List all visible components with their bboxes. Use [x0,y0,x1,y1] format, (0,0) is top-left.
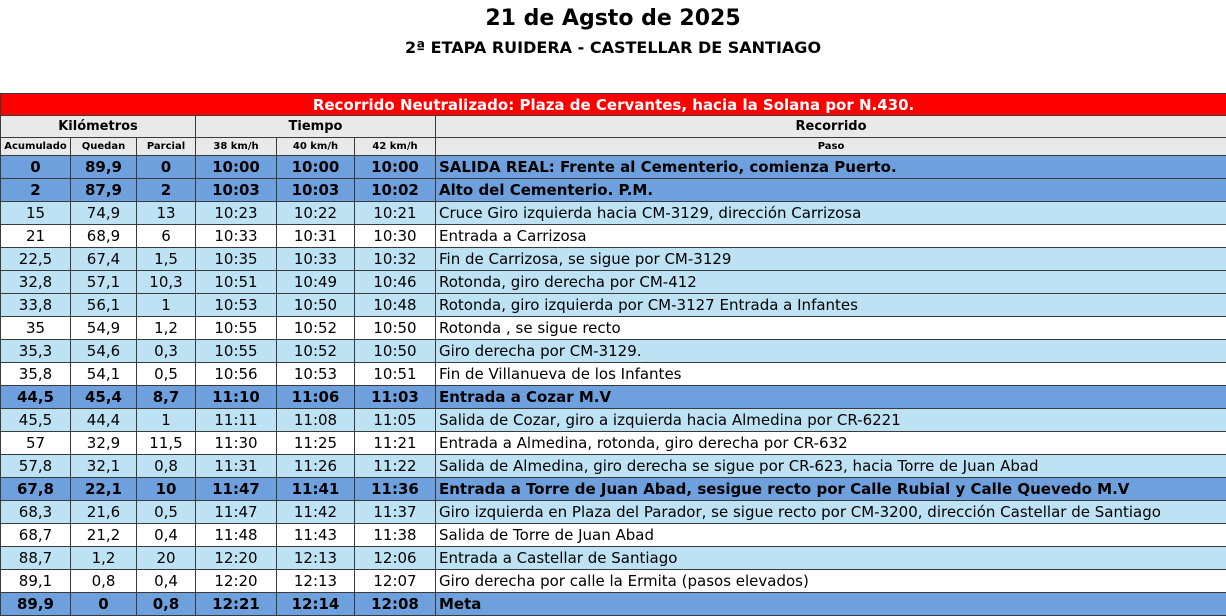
cell-parcial: 2 [137,179,196,202]
header-recorrido: Recorrido [436,116,1226,138]
subheader-parcial: Parcial [137,138,196,156]
cell-time-42: 11:38 [355,524,436,547]
cell-acumulado: 15 [1,202,71,225]
sub-header-row [1,138,1226,156]
cell-quedan: 1,2 [71,547,137,570]
cell-time-40: 11:43 [277,524,355,547]
cell-parcial: 10,3 [137,271,196,294]
cell-quedan: 89,9 [71,156,137,179]
cell-acumulado: 35 [1,317,71,340]
subheader-42kmh: 42 km/h [355,138,436,156]
cell-quedan: 87,9 [71,179,137,202]
cell-time-40: 12:13 [277,547,355,570]
cell-time-42: 10:50 [355,317,436,340]
table-row [1,478,1226,501]
cell-time-40: 11:06 [277,386,355,409]
cell-time-42: 10:46 [355,271,436,294]
cell-quedan: 32,1 [71,455,137,478]
cell-paso: Salida de Cozar, giro a izquierda hacia Almedina por CR-6221 [436,409,1226,432]
cell-parcial: 0,8 [137,593,196,616]
cell-paso: Salida de Almedina, giro derecha se sigue por CR-623, hacia Torre de Juan Abad [436,455,1226,478]
cell-acumulado: 33,8 [1,294,71,317]
neutralized-banner-row [1,94,1226,116]
cell-time-38: 12:20 [196,570,277,593]
cell-acumulado: 57 [1,432,71,455]
cell-quedan: 0,8 [71,570,137,593]
subheader-paso: Paso [436,138,1226,156]
cell-time-40: 10:53 [277,363,355,386]
cell-time-40: 11:08 [277,409,355,432]
cell-parcial: 13 [137,202,196,225]
cell-time-40: 10:52 [277,340,355,363]
cell-time-42: 11:21 [355,432,436,455]
cell-time-38: 11:47 [196,478,277,501]
cell-parcial: 0,3 [137,340,196,363]
cell-acumulado: 35,3 [1,340,71,363]
cell-time-40: 10:00 [277,156,355,179]
cell-time-42: 11:05 [355,409,436,432]
cell-acumulado: 67,8 [1,478,71,501]
cell-parcial: 1,5 [137,248,196,271]
cell-time-38: 10:33 [196,225,277,248]
cell-time-38: 10:03 [196,179,277,202]
page-title: 21 de Agsto de 2025 [0,5,1226,33]
cell-time-40: 11:25 [277,432,355,455]
cell-time-42: 10:48 [355,294,436,317]
cell-parcial: 0,5 [137,501,196,524]
table-row [1,386,1226,409]
cell-time-40: 10:52 [277,317,355,340]
table-row [1,340,1226,363]
cell-time-42: 10:00 [355,156,436,179]
cell-parcial: 1 [137,294,196,317]
cell-acumulado: 57,8 [1,455,71,478]
cell-quedan: 54,6 [71,340,137,363]
cell-acumulado: 68,7 [1,524,71,547]
cell-acumulado: 32,8 [1,271,71,294]
cell-time-42: 11:22 [355,455,436,478]
cell-acumulado: 2 [1,179,71,202]
header-kilometros: Kilómetros [1,116,196,138]
cell-acumulado: 35,8 [1,363,71,386]
cell-parcial: 11,5 [137,432,196,455]
cell-parcial: 10 [137,478,196,501]
cell-time-38: 12:20 [196,547,277,570]
cell-time-42: 11:03 [355,386,436,409]
cell-parcial: 0,8 [137,455,196,478]
cell-time-40: 10:50 [277,294,355,317]
table-row [1,432,1226,455]
cell-acumulado: 89,9 [1,593,71,616]
table-row [1,317,1226,340]
table-row [1,271,1226,294]
cell-quedan: 68,9 [71,225,137,248]
cell-time-40: 10:22 [277,202,355,225]
cell-parcial: 1 [137,409,196,432]
table-row [1,593,1226,616]
cell-parcial: 20 [137,547,196,570]
cell-time-42: 12:08 [355,593,436,616]
cell-quedan: 0 [71,593,137,616]
cell-time-40: 11:26 [277,455,355,478]
cell-acumulado: 44,5 [1,386,71,409]
table-row [1,501,1226,524]
cell-time-40: 11:42 [277,501,355,524]
cell-quedan: 56,1 [71,294,137,317]
cell-paso: Entrada a Carrizosa [436,225,1226,248]
cell-acumulado: 22,5 [1,248,71,271]
cell-paso: Cruce Giro izquierda hacia CM-3129, dirección Carrizosa [436,202,1226,225]
neutralized-banner: Recorrido Neutralizado: Plaza de Cervantes, hacia la Solana por N.430. [1,94,1226,116]
cell-parcial: 0,4 [137,524,196,547]
table-row [1,202,1226,225]
cell-paso: Rotonda, giro derecha por CM-412 [436,271,1226,294]
cell-quedan: 21,2 [71,524,137,547]
cell-time-42: 10:50 [355,340,436,363]
cell-paso: Giro izquierda en Plaza del Parador, se sigue recto por CM-3200, dirección Castellar de Santiago [436,501,1226,524]
cell-paso: Fin de Villanueva de los Infantes [436,363,1226,386]
cell-time-42: 10:32 [355,248,436,271]
cell-time-42: 11:37 [355,501,436,524]
cell-time-42: 10:30 [355,225,436,248]
cell-paso: Giro derecha por calle la Ermita (pasos elevados) [436,570,1226,593]
cell-time-38: 11:47 [196,501,277,524]
subheader-acumulado: Acumulado [1,138,71,156]
cell-paso: SALIDA REAL: Frente al Cementerio, comienza Puerto. [436,156,1226,179]
cell-quedan: 67,4 [71,248,137,271]
table-row [1,225,1226,248]
cell-quedan: 54,1 [71,363,137,386]
table-row [1,156,1226,179]
cell-acumulado: 68,3 [1,501,71,524]
subheader-38kmh: 38 km/h [196,138,277,156]
cell-time-42: 12:06 [355,547,436,570]
cell-time-42: 12:07 [355,570,436,593]
cell-quedan: 44,4 [71,409,137,432]
table-row [1,248,1226,271]
cell-time-42: 11:36 [355,478,436,501]
cell-time-42: 10:21 [355,202,436,225]
cell-acumulado: 21 [1,225,71,248]
cell-quedan: 57,1 [71,271,137,294]
cell-time-38: 10:55 [196,317,277,340]
cell-time-38: 11:30 [196,432,277,455]
cell-time-38: 10:23 [196,202,277,225]
cell-quedan: 21,6 [71,501,137,524]
group-header-row [1,116,1226,138]
cell-time-38: 10:51 [196,271,277,294]
cell-acumulado: 0 [1,156,71,179]
cell-acumulado: 89,1 [1,570,71,593]
cell-parcial: 0 [137,156,196,179]
cell-time-38: 10:00 [196,156,277,179]
subheader-quedan: Quedan [71,138,137,156]
table-row [1,409,1226,432]
cell-time-40: 12:14 [277,593,355,616]
cell-paso: Entrada a Castellar de Santiago [436,547,1226,570]
table-row [1,524,1226,547]
cell-quedan: 54,9 [71,317,137,340]
cell-time-40: 10:31 [277,225,355,248]
cell-time-38: 11:48 [196,524,277,547]
cell-paso: Meta [436,593,1226,616]
cell-time-38: 12:21 [196,593,277,616]
cell-time-40: 10:49 [277,271,355,294]
cell-time-40: 10:33 [277,248,355,271]
cell-paso: Entrada a Almedina, rotonda, giro derecha por CR-632 [436,432,1226,455]
cell-parcial: 8,7 [137,386,196,409]
cell-parcial: 0,4 [137,570,196,593]
table-row [1,179,1226,202]
cell-time-40: 10:03 [277,179,355,202]
cell-paso: Entrada a Torre de Juan Abad, sesigue recto por Calle Rubial y Calle Quevedo M.V [436,478,1226,501]
cell-acumulado: 45,5 [1,409,71,432]
roadbook-table [0,93,1226,616]
cell-time-38: 11:31 [196,455,277,478]
cell-time-42: 10:51 [355,363,436,386]
cell-paso: Rotonda , se sigue recto [436,317,1226,340]
cell-time-38: 10:35 [196,248,277,271]
cell-acumulado: 88,7 [1,547,71,570]
table-row [1,570,1226,593]
table-row [1,547,1226,570]
cell-paso: Rotonda, giro izquierda por CM-3127 Entrada a Infantes [436,294,1226,317]
cell-paso: Fin de Carrizosa, se sigue por CM-3129 [436,248,1226,271]
cell-time-40: 12:13 [277,570,355,593]
cell-parcial: 1,2 [137,317,196,340]
cell-time-42: 10:02 [355,179,436,202]
cell-paso: Alto del Cementerio. P.M. [436,179,1226,202]
cell-time-38: 11:11 [196,409,277,432]
cell-parcial: 6 [137,225,196,248]
cell-time-38: 11:10 [196,386,277,409]
cell-time-38: 10:55 [196,340,277,363]
cell-parcial: 0,5 [137,363,196,386]
table-row [1,294,1226,317]
cell-quedan: 74,9 [71,202,137,225]
cell-quedan: 32,9 [71,432,137,455]
header-tiempo: Tiempo [196,116,436,138]
stage-subtitle: 2ª ETAPA RUIDERA - CASTELLAR DE SANTIAGO [0,37,1226,59]
cell-quedan: 45,4 [71,386,137,409]
table-row [1,455,1226,478]
subheader-40kmh: 40 km/h [277,138,355,156]
cell-quedan: 22,1 [71,478,137,501]
cell-time-40: 11:41 [277,478,355,501]
cell-paso: Giro derecha por CM-3129. [436,340,1226,363]
cell-paso: Entrada a Cozar M.V [436,386,1226,409]
cell-time-38: 10:53 [196,294,277,317]
cell-time-38: 10:56 [196,363,277,386]
table-row [1,363,1226,386]
cell-paso: Salida de Torre de Juan Abad [436,524,1226,547]
